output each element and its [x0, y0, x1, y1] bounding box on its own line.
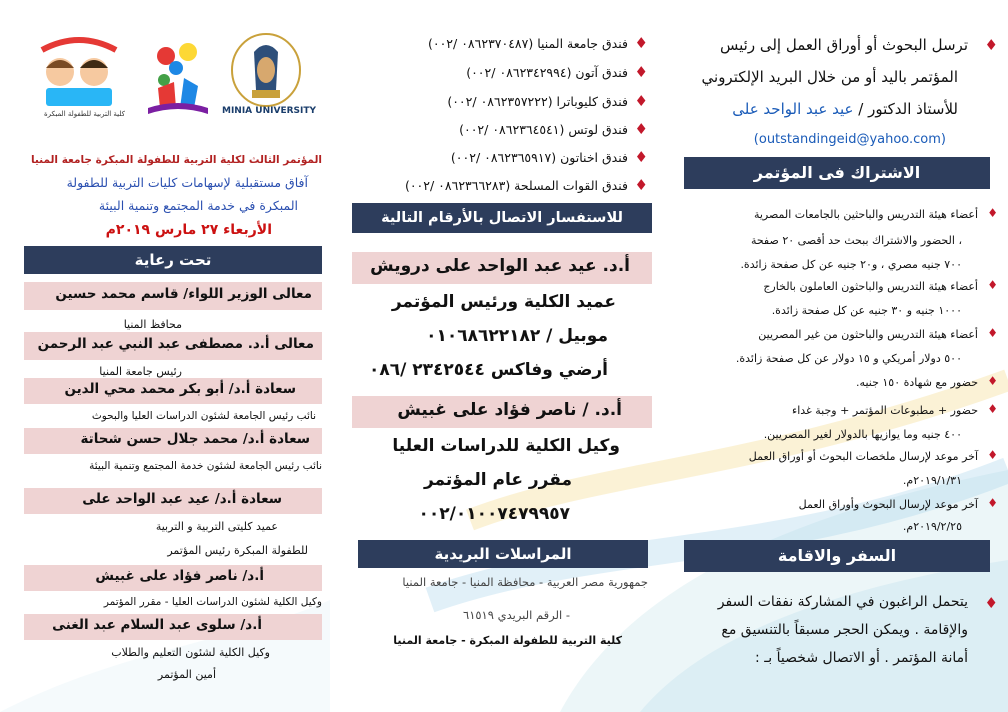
hotel-item: فندق القوات المسلحة (٠٨٦٢٣٦٦٢٨٣ /٠٠٢): [404, 178, 628, 193]
patron-role: للطفولة المبكرة رئيس المؤتمر: [167, 544, 308, 557]
fee-item: حضور مع شهادة ١٥٠ جنيه.: [856, 376, 978, 389]
fees-heading: الاشتراك فى المؤتمر: [684, 157, 990, 189]
patron-name: سعادة أ.د/ محمد جلال حسن شحاتة: [80, 431, 310, 447]
fee-item: ٢٠١٩/٢/٢٥م.: [902, 520, 962, 533]
diamond-bullet-icon: ♦: [984, 594, 998, 612]
diamond-bullet-icon: ♦: [987, 278, 998, 292]
patron-role: محافظ المنيا: [123, 318, 182, 331]
diamond-bullet-icon: ♦: [634, 63, 648, 81]
hotel-item: فندق آتون (٠٨٦٢٣٤٢٩٩٤ /٠٠٢): [466, 65, 628, 80]
email-link[interactable]: (outstandingeid@yahoo.com): [753, 132, 946, 147]
faculty-logo: [36, 30, 125, 120]
patron-role: نائب رئيس الجامعة لشئون خدمة المجتمع وتنمية البيئة: [89, 460, 322, 472]
fee-item: آخر موعد لإرسال البحوث وأوراق العمل: [798, 498, 978, 511]
children-logo-icon: [138, 38, 218, 118]
fee-item: حضور + مطبوعات المؤتمر + وجبة غداء: [792, 404, 978, 417]
middle-panel: [352, 0, 652, 712]
patron-role: نائب رئيس الجامعة لشئون الدراسات العليا والبحوث: [91, 410, 316, 422]
diamond-bullet-icon: ♦: [634, 34, 648, 52]
diamond-bullet-icon: ♦: [634, 176, 648, 194]
fee-item: آخر موعد لإرسال ملخصات البحوث أو أوراق العمل: [748, 450, 978, 463]
right-panel: [684, 0, 998, 712]
travel-text-line3: أمانة المؤتمر . أو الاتصال شخصياً بـ :: [755, 650, 968, 666]
contact2-name: أ.د. / ناصر فؤاد على غبيش: [397, 400, 622, 420]
diamond-bullet-icon: ♦: [987, 448, 998, 462]
diamond-bullet-icon: ♦: [987, 374, 998, 388]
diamond-bullet-icon: ♦: [987, 206, 998, 220]
diamond-bullet-icon: ♦: [987, 326, 998, 340]
submission-text-line2: المؤتمر باليد أو من خلال البريد الإلكتروني: [701, 68, 958, 86]
patron-role: رئيس جامعة المنيا: [99, 365, 182, 378]
patron-name: سعادة أ.د/ أبو بكر محمد محي الدين: [64, 381, 296, 397]
submission-text-line3: [732, 100, 958, 118]
conference-title: المؤتمر الثالث لكلية التربية للطفولة المبكرة جامعة المنيا: [30, 154, 322, 166]
contact2-phone: ٠٠٢/٠١٠٠٧٤٧٩٩٥٧: [418, 504, 570, 524]
patron-name: أ.د/ سلوى عبد السلام عبد الغنى: [52, 617, 262, 633]
conference-theme-line2: المبكرة في خدمة المجتمع وتنمية البيئة: [98, 198, 298, 213]
hotel-item: فندق جامعة المنيا (٠٨٦٢٣٧٠٤٨٧ /٠٠٢): [427, 36, 628, 51]
conference-date: الأربعاء ٢٧ مارس ٢٠١٩م: [105, 222, 272, 238]
contact1-mobile: موبيل / ٠١٠٦٨٦٢٢١٨٢: [426, 326, 608, 346]
fee-item: ٤٠٠ جنيه وما يوازيها بالدولار لغير المصريين.: [763, 428, 962, 441]
travel-text-line2: والإقامة . ويمكن الحجر مسبقاً بالتنسيق مع: [721, 622, 968, 638]
patron-name: سعادة أ.د/ عيد عبد الواحد على: [82, 491, 282, 507]
hotel-item: فندق اخناتون (٠٨٦٢٣٦٥٩١٧ /٠٠٢): [450, 150, 628, 165]
patron-role: وكيل الكلية لشئون التعليم والطلاب: [111, 646, 270, 659]
contact2-title: وكيل الكلية للدراسات العليا: [392, 436, 620, 456]
patronage-heading: تحت رعاية: [24, 246, 322, 274]
diamond-bullet-icon: ♦: [984, 36, 998, 54]
fee-item: أعضاء هيئة التدريس والباحثين بالجامعات المصرية: [753, 208, 978, 221]
hotel-item: فندق كليوباترا (٠٨٦٢٣٥٧٢٢٢ /٠٠٢): [447, 94, 628, 109]
patron-role: عميد كليتى التربية و التربية: [155, 520, 278, 533]
diamond-bullet-icon: ♦: [987, 402, 998, 416]
diamond-bullet-icon: ♦: [634, 148, 648, 166]
diamond-bullet-icon: ♦: [987, 496, 998, 510]
conference-theme-line1: آفاق مستقبلية لإسهامات كليات التربية للطفولة: [66, 175, 308, 190]
patron-role: وكيل الكلية لشئون الدراسات العليا - مقرر المؤتمر: [103, 596, 322, 608]
mail-address-line1: جمهورية مصر العربية - محافظة المنيا - جامعة المنيا: [402, 575, 648, 589]
contact-heading: للاستفسار الاتصال بالأرقام التالية: [352, 203, 652, 233]
hotel-item: فندق لوتس (٠٨٦٢٣٦٤٥٤١ /٠٠٢): [459, 122, 628, 137]
mail-address-line2: - الرقم البريدي ٦١٥١٩: [463, 608, 570, 622]
travel-text-line1: يتحمل الراغبون في المشاركة نفقات السفر: [717, 594, 968, 610]
fee-item: ، الحضور والاشتراك ببحث حد أقصى ٢٠ صفحة: [750, 234, 962, 247]
mail-address-line3: كلية التربية للطفولة المبكرة - جامعة المنيا: [393, 634, 622, 647]
fee-item: ٧٠٠ جنيه مصري ، و٢٠ جنيه عن كل صفحة زائدة.: [740, 258, 962, 271]
patron-name: معالى أ.د. مصطفى عبد النبي عبد الرحمن: [37, 336, 314, 352]
contact1-name: أ.د. عيد عبد الواحد على درويش: [370, 256, 630, 276]
patron-name: معالى الوزير اللواء/ قاسم محمد حسين: [55, 286, 312, 302]
fee-item: أعضاء هيئة التدريس والباحثون العاملون بالخارج: [763, 280, 978, 293]
travel-heading: السفر والاقامة: [684, 540, 990, 572]
mail-heading: المراسلات البريدية: [358, 540, 648, 568]
fee-item: ١٠٠٠ جنيه و ٣٠ جنيه عن كل صفحة زائدة.: [771, 304, 962, 317]
minia-university-logo: [222, 30, 317, 120]
diamond-bullet-icon: ♦: [634, 92, 648, 110]
fee-item: ٥٠٠ دولار أمريكي و ١٥ دولار عن كل صفحة زائدة.: [735, 352, 962, 365]
contact1-phone: أرضي وفاكس ٢٣٤٢٥٤٤ /٠٨٦: [369, 360, 608, 380]
patron-role: أمين المؤتمر: [157, 668, 216, 681]
contact2-role: مقرر عام المؤتمر: [423, 470, 572, 490]
diamond-bullet-icon: ♦: [634, 120, 648, 138]
contact1-title: عميد الكلية ورئيس المؤتمر: [391, 292, 616, 312]
submission-name: عيد عبد الواحد على: [732, 100, 854, 118]
submission-prefix: للأستاذ الدكتور /: [858, 100, 958, 118]
logo-caption-ar: كلية التربية للطفولة المبكرة: [44, 110, 125, 118]
logo-caption: MINIA UNIVERSITY: [222, 106, 317, 116]
submission-text-line1: ترسل البحوث أو أوراق العمل إلى رئيس: [720, 36, 968, 54]
fee-item: ٢٠١٩/١/٣١م.: [902, 474, 962, 487]
fee-item: أعضاء هيئة التدريس والباحثون من غير المصريين: [758, 328, 978, 341]
patron-name: أ.د/ ناصر فؤاد على غبيش: [95, 568, 264, 584]
left-panel: [22, 0, 322, 712]
